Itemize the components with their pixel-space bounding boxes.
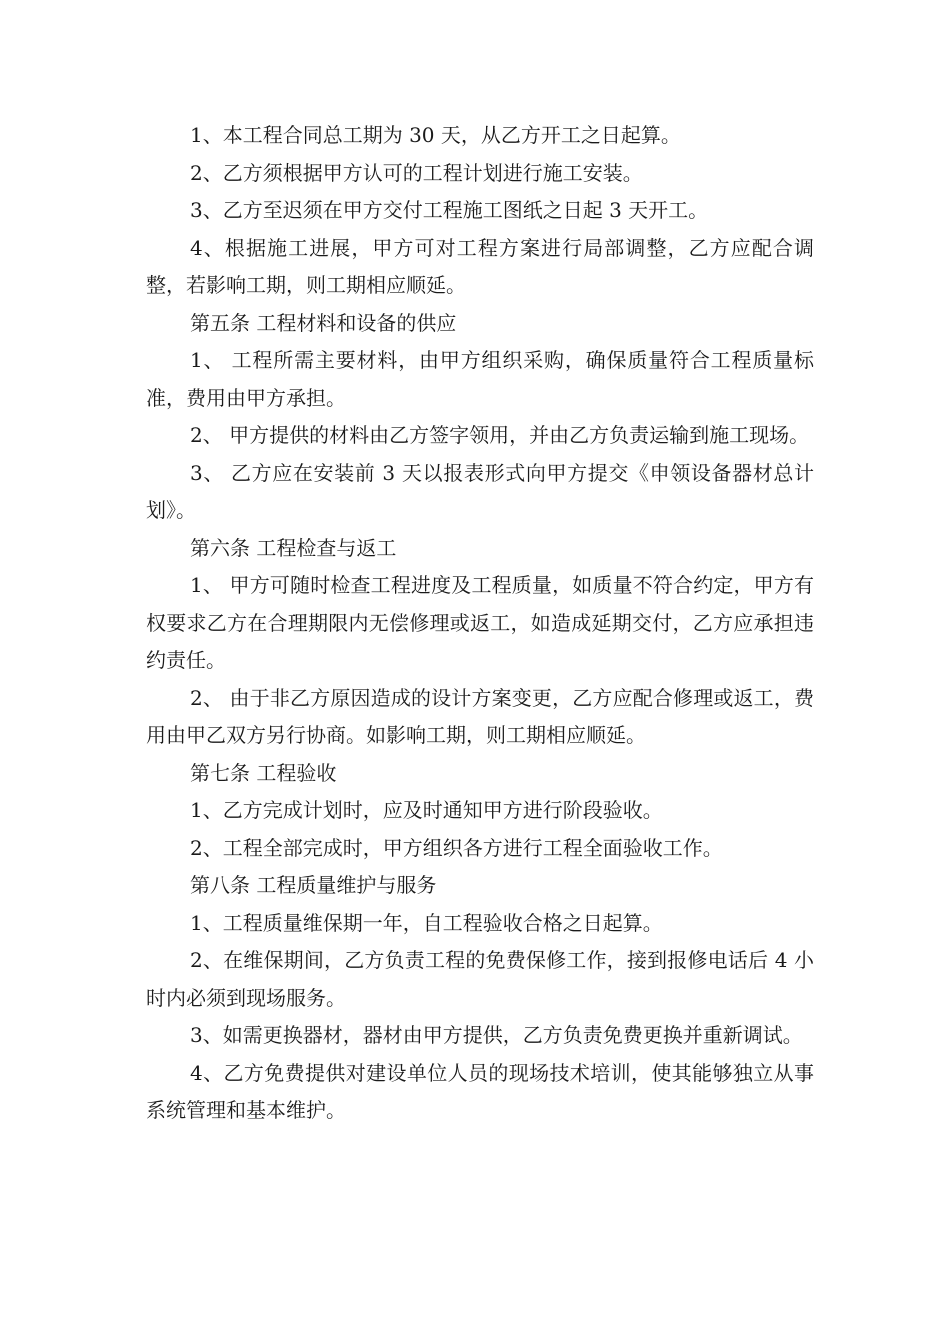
clause-item: 2、 由于非乙方原因造成的设计方案变更，乙方应配合修理或返工，费用由甲乙双方另行协商。如影响工期，则工期相应顺延。 — [146, 685, 814, 747]
section-heading: 第八条 工程质量维护与服务 — [190, 873, 437, 897]
clause-item: 4、根据施工进展，甲方可对工程方案进行局部调整，乙方应配合调整，若影响工期，则工期相应顺延。 — [146, 235, 814, 297]
clause-item: 3、如需更换器材，器材由甲方提供，乙方负责免费更换并重新调试。 — [190, 1023, 803, 1047]
clause-item: 4、乙方免费提供对建设单位人员的现场技术培训，使其能够独立从事系统管理和基本维护。 — [146, 1060, 814, 1122]
section-heading: 第七条 工程验收 — [190, 760, 337, 785]
clause-item: 3、乙方至迟须在甲方交付工程施工图纸之日起 3 天开工。 — [190, 198, 709, 222]
section-heading: 第六条 工程检查与返工 — [190, 535, 397, 560]
clause-item: 2、工程全部完成时，甲方组织各方进行工程全面验收工作。 — [190, 835, 723, 860]
clause-item: 1、乙方完成计划时，应及时通知甲方进行阶段验收。 — [190, 798, 663, 822]
clause-item: 1、工程质量维保期一年，自工程验收合格之日起算。 — [190, 910, 663, 935]
clause-item: 2、 甲方提供的材料由乙方签字领用，并由乙方负责运输到施工现场。 — [190, 423, 810, 447]
section-heading: 第五条 工程材料和设备的供应 — [190, 310, 457, 335]
clause-item: 2、在维保期间，乙方负责工程的免费保修工作，接到报修电话后 4 小时内必须到现场服务。 — [146, 948, 814, 1010]
clause-item: 1、 工程所需主要材料，由甲方组织采购，确保质量符合工程质量标准，费用由甲方承担。 — [146, 348, 814, 410]
clause-item: 3、 乙方应在安装前 3 天以报表形式向甲方提交《申领设备器材总计划》。 — [146, 460, 814, 522]
clause-item: 1、 甲方可随时检查工程进度及工程质量，如质量不符合约定，甲方有权要求乙方在合理期限内无偿修理或返工，如造成延期交付，乙方应承担违约责任。 — [146, 573, 814, 672]
clause-item: 2、乙方须根据甲方认可的工程计划进行施工安装。 — [190, 160, 643, 185]
clause-item: 1、本工程合同总工期为 30 天，从乙方开工之日起算。 — [190, 123, 681, 147]
document-body — [146, 117, 814, 1130]
